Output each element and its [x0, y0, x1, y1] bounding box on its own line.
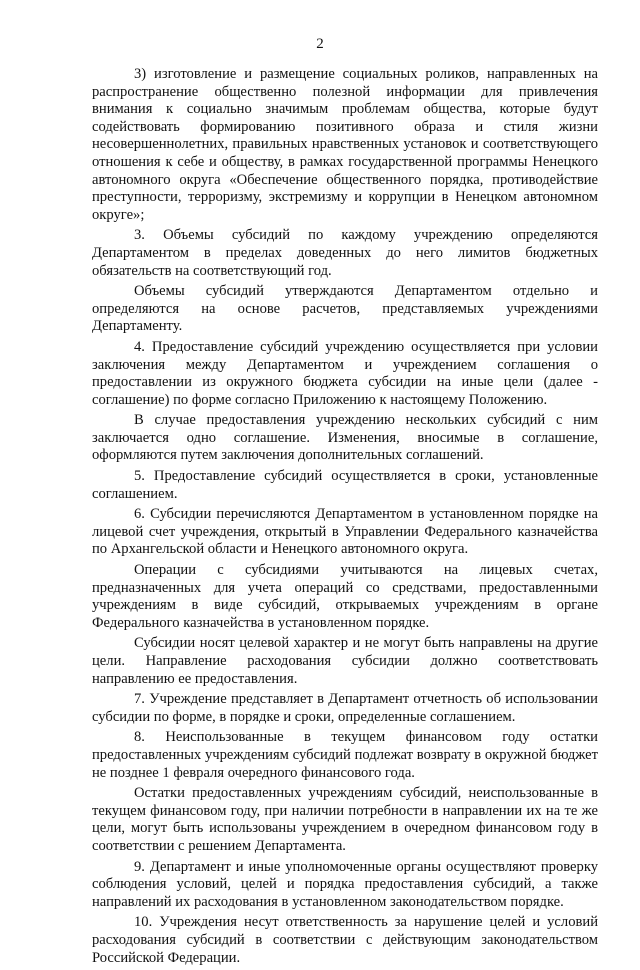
paragraph-6: 5. Предоставление субсидий осуществляется в сроки, установленные соглашением.	[92, 468, 598, 502]
paragraph-9: Субсидии носят целевой характер и не могут быть направлены на другие цели. Направление расходования субсидии должно соответствовать направлению ее предоставления.	[92, 635, 598, 687]
paragraph-5: В случае предоставления учреждению нескольких субсидий с ним заключается одно соглашение. Изменения, вносимые в соглашение, оформляются путем заключения дополнительных соглашений.	[92, 412, 598, 464]
paragraph-12: Остатки предоставленных учреждениям субсидий, неиспользованные в текущем финансовом году, при наличии потребности в направлении их на те же цели, могут быть использованы учреждением в очередном финансовом году в соответствии с решением Департамента.	[92, 785, 598, 854]
paragraph-7: 6. Субсидии перечисляются Департаментом в установленном порядке на лицевой счет учреждения, открытый в Управлении Федерального казначейства по Архангельской области и Ненецкого автономного округа.	[92, 506, 598, 558]
page-number: 2	[316, 36, 324, 52]
paragraph-4: 4. Предоставление субсидий учреждению осуществляется при условии заключения между Департаментом и учреждением соглашения о предоставлении из окружного бюджета субсидии на иные цели (далее - соглашение) по форме согласно Приложению к настоящему Положению.	[92, 338, 598, 408]
paragraph-14: 10. Учреждения несут ответственность за нарушение целей и условий расходования субсидий в соответствии с действующим законодательством Российской Федерации.	[92, 914, 598, 966]
paragraph-8: Операции с субсидиями учитываются на лицевых счетах, предназначенных для учета операций со средствами, предоставленными учреждениям в виде субсидий, открываемых учреждениям в органе Федерального казначейства в установленном порядке.	[92, 562, 598, 631]
paragraph-3: Объемы субсидий утверждаются Департаментом отдельно и определяются на основе расчетов, представляемых учреждениями Департаменту.	[92, 283, 598, 335]
paragraph-11: 8. Неиспользованные в текущем финансовом году остатки предоставленных учреждениям субсидий подлежат возврату в окружной бюджет не позднее 1 февраля очередного финансового года.	[92, 729, 598, 781]
paragraph-2: 3. Объемы субсидий по каждому учреждению определяются Департаментом в пределах доведенных до него лимитов бюджетных обязательств на соответствующий год.	[92, 227, 598, 279]
paragraph-10: 7. Учреждение представляет в Департамент отчетность об использовании субсидии по форме, в порядке и сроки, определенные соглашением.	[92, 691, 598, 725]
paragraph-1: 3) изготовление и размещение социальных роликов, направленных на распространение общественно полезной информации для привлечения внимания к социально значимым проблемам общества, которые будут содействовать формированию позитивного образа и стиля жизни несовершеннолетних, правильных нравственных установок и соответствующего отношения к себе и обществу, в рамках государственной программы Ненецкого автономного округа «Обеспечение общественного порядка, противодействие преступности, терроризму, экстремизму и коррупции в Ненецком автономном округе»;	[92, 66, 598, 223]
paragraph-13: 9. Департамент и иные уполномоченные органы осуществляют проверку соблюдения условий, целей и порядка предоставления субсидий, а также направлений их расходования в установленном законодательством порядке.	[92, 858, 598, 910]
document-body	[92, 66, 598, 970]
